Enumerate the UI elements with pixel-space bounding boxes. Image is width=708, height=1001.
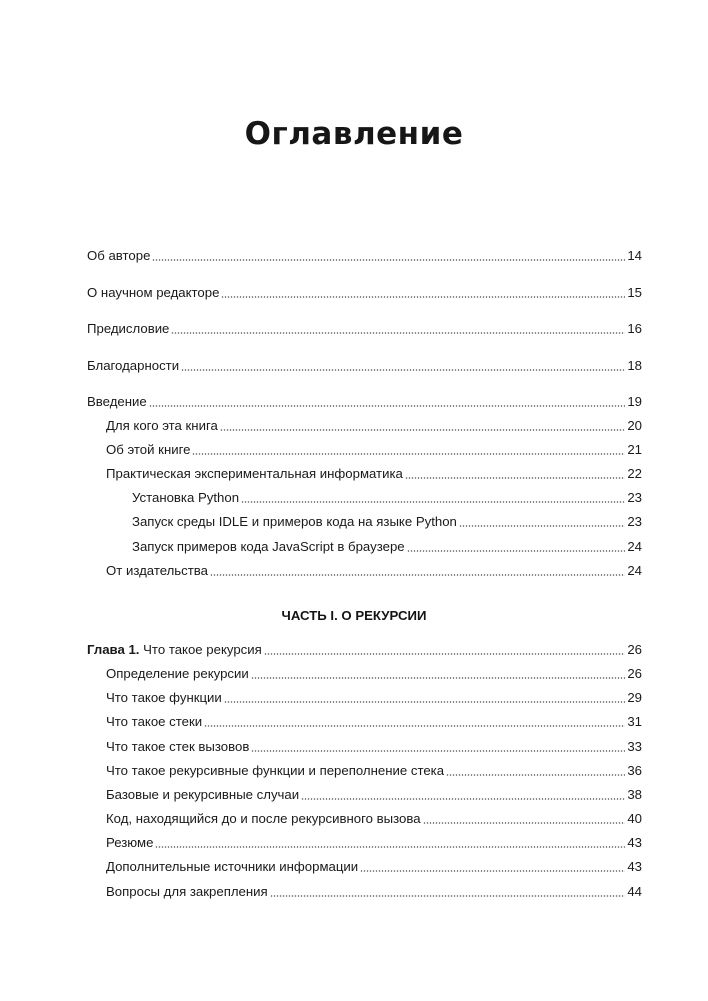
toc-page-number: 26 [627,666,642,681]
toc-page-number: 15 [627,285,642,300]
toc-entry-from-publisher[interactable] [106,559,642,579]
toc-page-number: 14 [627,248,642,263]
toc-entry-science-editor[interactable] [87,281,642,301]
toc-page-number: 40 [627,811,642,826]
part-heading: ЧАСТЬ I. О РЕКУРСИИ [281,608,427,623]
dot-leader [155,846,625,848]
toc-page-number: 18 [627,358,642,373]
toc-page-number: 38 [627,787,642,802]
dot-leader [220,429,626,431]
toc-entry-label: О научном редакторе [87,285,220,300]
toc-page-number: 23 [627,514,642,529]
toc-entry-who-for[interactable] [106,414,642,434]
toc-page-number: 22 [627,466,642,481]
dot-leader [405,477,625,479]
toc-entry-label: Что такое стек вызовов [106,739,250,754]
toc-page-number: 24 [627,539,642,554]
toc-page-number: 29 [627,690,642,705]
toc-entry-summary[interactable] [106,831,642,851]
toc-page-number: 24 [627,563,642,578]
dot-leader [407,550,626,552]
toc-page-number: 33 [627,739,642,754]
toc-page-number: 19 [627,394,642,409]
toc-page-number: 36 [627,763,642,778]
dot-leader [264,653,626,655]
dot-leader [251,677,626,679]
toc-entry-label: Предисловие [87,321,170,336]
dot-leader [149,405,626,407]
toc-page-number: 31 [627,714,642,729]
dot-leader [171,332,625,334]
toc-entry-label: Об авторе [87,248,151,263]
dot-leader [446,774,625,776]
toc-entry-run-idle[interactable] [132,510,642,530]
toc-entry-base-cases[interactable] [106,783,642,803]
toc-entry-label: Дополнительные источники информации [106,859,359,874]
dot-leader [204,725,625,727]
toc-entry-label [87,642,262,658]
toc-page-number: 21 [627,442,642,457]
toc-entry-label: Благодарности [87,358,180,373]
toc-entry-label: Что такое стеки [106,714,203,729]
toc-page-number: 44 [627,884,642,899]
dot-leader [301,798,625,800]
toc-entry-label: Базовые и рекурсивные случаи [106,787,300,802]
toc-entry-label: Установка Python [132,490,240,505]
dot-leader [270,895,626,897]
toc-entry-further-reading[interactable] [106,855,642,875]
chapter-prefix: Глава 1. [87,642,140,657]
dot-leader [360,870,625,872]
dot-leader [241,501,625,503]
toc-entry-label: От издательства [106,563,209,578]
toc-entry-chapter-1[interactable] [87,638,642,658]
toc-entry-label: Запуск среды IDLE и примеров кода на языке Python [132,514,457,529]
dot-leader [459,525,625,527]
chapter-title: Что такое рекурсия [143,642,262,657]
dot-leader [224,701,626,703]
dot-leader [221,296,625,298]
toc-entry-acknowledgements[interactable] [87,354,642,374]
toc-entry-label: Введение [87,394,147,409]
toc-entry-foreword[interactable] [87,317,642,337]
dot-leader [251,750,625,752]
toc-page-number: 20 [627,418,642,433]
toc-entry-label: Об этой книге [106,442,191,457]
toc-entry-recursion-definition[interactable] [106,662,642,682]
dot-leader [423,822,626,824]
toc-page-number: 23 [627,490,642,505]
toc-entry-label: Практическая экспериментальная информатика [106,466,403,481]
toc-entry-label: Определение рекурсии [106,666,249,681]
page-title: Оглавление [244,116,464,152]
toc-entry-introduction[interactable] [87,390,642,410]
toc-entry-about-author[interactable] [87,244,642,264]
dot-leader [192,453,625,455]
toc-entry-label: Для кого эта книга [106,418,218,433]
toc-entry-stacks[interactable] [106,710,642,730]
toc-page-number: 43 [627,835,642,850]
toc-entry-label: Код, находящийся до и после рекурсивного вызова [106,811,421,826]
dot-leader [181,369,625,371]
toc-entry-run-js[interactable] [132,535,642,555]
toc-entry-functions[interactable] [106,686,642,706]
toc-entry-recursive-functions[interactable] [106,759,642,779]
toc-entry-label: Запуск примеров кода JavaScript в браузере [132,539,405,554]
toc-entry-label: Резюме [106,835,154,850]
toc-entry-practical-cs[interactable] [106,462,642,482]
toc-entry-call-stack[interactable] [106,735,642,755]
toc-entry-code-before-after[interactable] [106,807,642,827]
toc-entry-label: Вопросы для закрепления [106,884,268,899]
toc-page-number: 26 [627,642,642,657]
toc-entry-install-python[interactable] [132,486,642,506]
dot-leader [210,574,625,576]
toc-entry-label: Что такое функции [106,690,222,705]
toc-page-number: 16 [627,321,642,336]
toc-page-number: 43 [627,859,642,874]
dot-leader [152,259,625,261]
toc-entry-about-book[interactable] [106,438,642,458]
toc-entry-label: Что такое рекурсивные функции и переполнение стека [106,763,445,778]
toc-entry-practice-questions[interactable] [106,880,642,900]
